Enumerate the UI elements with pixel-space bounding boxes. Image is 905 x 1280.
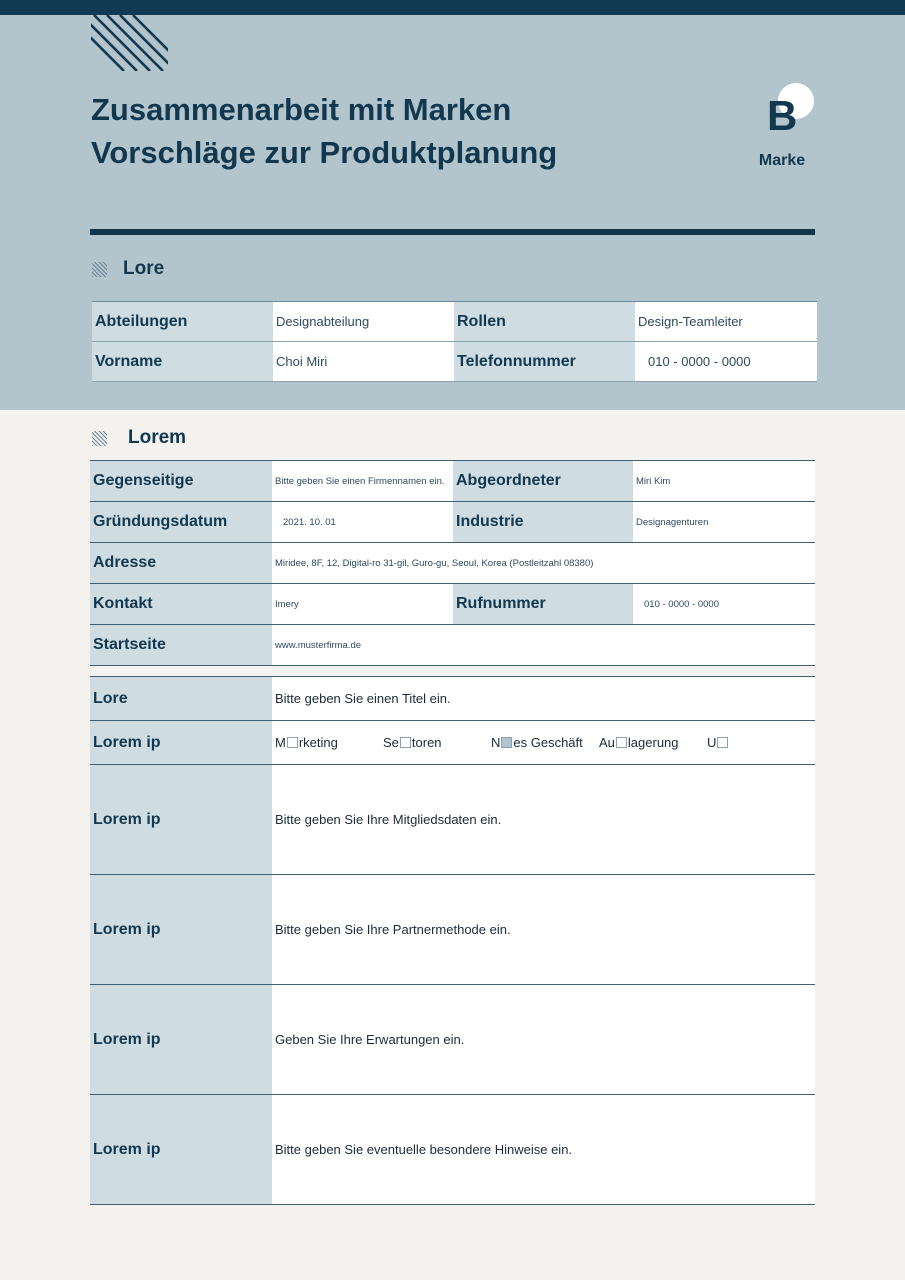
logo-letter: B — [767, 92, 798, 139]
field-value[interactable]: Bitte geben Sie einen Titel ein. — [272, 677, 815, 721]
title-line-1: Zusammenarbeit mit Marken — [91, 92, 512, 127]
table-row — [90, 875, 815, 985]
table-row — [92, 302, 817, 342]
field-label: Gegenseitige — [90, 461, 272, 502]
option-usw[interactable]: U — [707, 735, 815, 750]
field-value[interactable]: Designabteilung — [273, 302, 454, 342]
hatch-icon — [92, 431, 107, 446]
field-label: Abteilungen — [92, 302, 273, 342]
option-neues-geschaeft[interactable]: N es Geschäft — [491, 735, 583, 750]
field-value[interactable]: Bitte geben Sie einen Firmennamen ein. — [272, 461, 453, 502]
field-value[interactable]: Bitte geben Sie Ihre Mitgliedsdaten ein. — [272, 765, 815, 875]
field-label: Lore — [90, 677, 272, 721]
table-row — [90, 985, 815, 1095]
field-value[interactable]: Miridee, 8F, 12, Digital-ro 31-gil, Guro-gu, Seoul, Korea (Postleitzahl 08380) — [272, 543, 815, 584]
field-label: Abgeordneter — [453, 461, 633, 502]
table-row — [90, 584, 815, 625]
field-label: Gründungsdatum — [90, 502, 272, 543]
field-value[interactable]: www.musterfirma.de — [272, 625, 815, 666]
checkbox-icon[interactable] — [400, 737, 411, 748]
field-label: Lorem ip — [90, 721, 272, 765]
proposal-details-table — [90, 676, 815, 1205]
category-options — [272, 721, 815, 765]
field-label: Startseite — [90, 625, 272, 666]
top-bar — [0, 0, 905, 15]
checkbox-checked-icon[interactable] — [501, 737, 512, 748]
table-row — [90, 765, 815, 875]
table-row — [90, 543, 815, 584]
checkbox-icon[interactable] — [717, 737, 728, 748]
section-2-title: Lorem — [128, 427, 187, 448]
document-title — [91, 88, 731, 174]
field-value[interactable]: Miri Kim — [633, 461, 815, 502]
table-row — [90, 625, 815, 666]
checkbox-icon[interactable] — [616, 737, 627, 748]
field-value[interactable]: Bitte geben Sie Ihre Partnermethode ein. — [272, 875, 815, 985]
field-value[interactable]: 010 - 0000 - 0000 — [635, 342, 817, 382]
header-divider — [90, 229, 815, 235]
company-info-table — [90, 460, 815, 666]
section-1-heading — [92, 258, 164, 280]
field-value[interactable]: Imery — [272, 584, 453, 625]
contact-person-table — [92, 301, 817, 382]
section-1-title: Lore — [123, 258, 165, 279]
table-row — [92, 342, 817, 382]
option-sektoren[interactable]: Se toren — [383, 735, 442, 750]
field-label: Lorem ip — [90, 765, 272, 875]
field-label: Lorem ip — [90, 985, 272, 1095]
field-value[interactable]: Design-Teamleiter — [635, 302, 817, 342]
field-value[interactable]: Choi Miri — [273, 342, 454, 382]
table-row — [90, 721, 815, 765]
field-label: Telefonnummer — [454, 342, 635, 382]
title-line-2: Vorschläge zur Produktplanung — [91, 135, 558, 170]
field-value[interactable]: Geben Sie Ihre Erwartungen ein. — [272, 985, 815, 1095]
field-label: Vorname — [92, 342, 273, 382]
field-label: Lorem ip — [90, 1095, 272, 1205]
section-2-heading — [92, 427, 186, 449]
field-label: Rufnummer — [453, 584, 633, 625]
field-value[interactable]: Bitte geben Sie eventuelle besondere Hinweise ein. — [272, 1095, 815, 1205]
table-row — [90, 1095, 815, 1205]
option-auslagerung[interactable]: Au lagerung — [599, 735, 679, 750]
diagonal-stripes-decoration — [91, 15, 168, 71]
table-row — [90, 502, 815, 543]
field-value[interactable]: 2021. 10. 01 — [272, 502, 453, 543]
field-label: Industrie — [453, 502, 633, 543]
option-marketing[interactable]: M rketing — [275, 735, 338, 750]
field-value[interactable]: Designagenturen — [633, 502, 815, 543]
table-row — [90, 461, 815, 502]
field-label: Adresse — [90, 543, 272, 584]
logo-brand-text: Marke — [758, 152, 806, 169]
field-label: Lorem ip — [90, 875, 272, 985]
hatch-icon — [92, 262, 107, 277]
field-value[interactable]: 010 - 0000 - 0000 — [633, 584, 815, 625]
checkbox-icon[interactable] — [287, 737, 298, 748]
field-label: Kontakt — [90, 584, 272, 625]
field-label: Rollen — [454, 302, 635, 342]
brand-logo — [752, 80, 818, 175]
table-row — [90, 677, 815, 721]
